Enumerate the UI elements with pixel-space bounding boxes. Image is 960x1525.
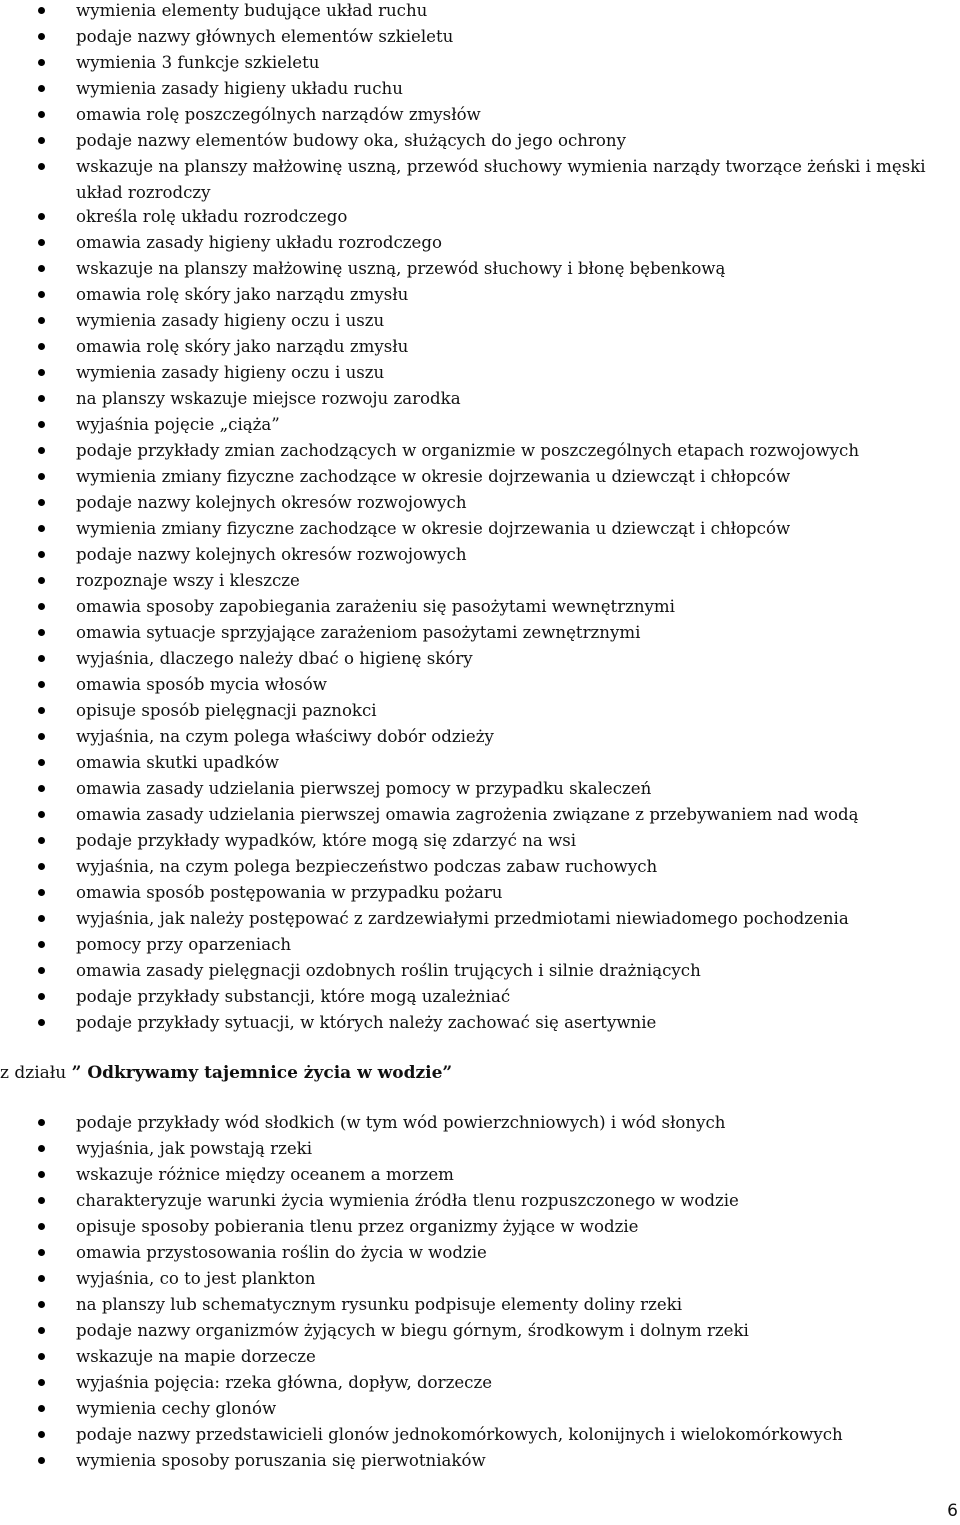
bullet-icon bbox=[38, 7, 45, 14]
list-item-text: charakteryzuje warunki życia wymienia źródła tlenu rozpuszczonego w wodzie bbox=[76, 1191, 739, 1210]
list-item-text: wyjaśnia pojęcie „ciąża” bbox=[76, 415, 280, 434]
list-item bbox=[0, 544, 960, 570]
list-item bbox=[0, 78, 960, 104]
bullet-icon bbox=[38, 551, 45, 558]
requirements-list-2 bbox=[0, 1112, 960, 1476]
list-item bbox=[0, 1012, 960, 1038]
list-item bbox=[0, 104, 960, 130]
bullet-icon bbox=[38, 1223, 45, 1230]
list-item bbox=[0, 596, 960, 622]
list-item-text: wskazuje różnice między oceanem a morzem bbox=[76, 1165, 454, 1184]
list-item bbox=[0, 960, 960, 986]
bullet-icon bbox=[38, 369, 45, 376]
bullet-icon bbox=[38, 447, 45, 454]
list-item bbox=[0, 336, 960, 362]
list-item bbox=[0, 1112, 960, 1138]
list-item bbox=[0, 856, 960, 882]
list-item-text: wskazuje na planszy małżowinę uszną, przewód słuchowy wymienia narządy tworzące żeński i męski układ rozrodczy bbox=[76, 157, 926, 202]
list-item bbox=[0, 310, 960, 336]
list-item bbox=[0, 1398, 960, 1424]
list-item bbox=[0, 492, 960, 518]
bullet-icon bbox=[38, 1301, 45, 1308]
list-item-text: wymienia sposoby poruszania się pierwotniaków bbox=[76, 1451, 486, 1470]
bullet-icon bbox=[38, 265, 45, 272]
list-item-text: podaje nazwy organizmów żyjących w biegu górnym, środkowym i dolnym rzeki bbox=[76, 1321, 749, 1340]
list-item bbox=[0, 1242, 960, 1268]
list-item-text: rozpoznaje wszy i kleszcze bbox=[76, 571, 300, 590]
list-item bbox=[0, 908, 960, 934]
list-item-text: omawia zasady udzielania pierwszej pomocy w przypadku skaleczeń bbox=[76, 779, 652, 798]
bullet-icon bbox=[38, 1145, 45, 1152]
list-item bbox=[0, 206, 960, 232]
bullet-icon bbox=[38, 837, 45, 844]
list-item bbox=[0, 882, 960, 908]
list-item-text: na planszy lub schematycznym rysunku podpisuje elementy doliny rzeki bbox=[76, 1295, 683, 1314]
list-item bbox=[0, 154, 960, 206]
list-item-text: wskazuje na planszy małżowinę uszną, przewód słuchowy i błonę bębenkową bbox=[76, 259, 726, 278]
bullet-icon bbox=[38, 317, 45, 324]
list-item-text: podaje nazwy kolejnych okresów rozwojowych bbox=[76, 493, 467, 512]
list-item bbox=[0, 648, 960, 674]
bullet-icon bbox=[38, 1275, 45, 1282]
list-item bbox=[0, 440, 960, 466]
list-item bbox=[0, 570, 960, 596]
list-item-text: podaje nazwy elementów budowy oka, służących do jego ochrony bbox=[76, 131, 626, 150]
list-item-text: wyjaśnia, jak należy postępować z zardzewiałymi przedmiotami niewiadomego pochodzenia bbox=[76, 909, 849, 928]
bullet-icon bbox=[38, 863, 45, 870]
bullet-icon bbox=[38, 707, 45, 714]
bullet-icon bbox=[38, 1431, 45, 1438]
list-item bbox=[0, 52, 960, 78]
bullet-icon bbox=[38, 343, 45, 350]
list-item-text: omawia zasady udzielania pierwszej omawia zagrożenia związane z przebywaniem nad wodą bbox=[76, 805, 859, 824]
list-item bbox=[0, 1346, 960, 1372]
bullet-icon bbox=[38, 681, 45, 688]
section-heading-title: ” Odkrywamy tajemnice życia w wodzie” bbox=[71, 1063, 453, 1083]
list-item-text: podaje przykłady wypadków, które mogą się zdarzyć na wsi bbox=[76, 831, 577, 850]
list-item bbox=[0, 130, 960, 156]
bullet-icon bbox=[38, 239, 45, 246]
list-item bbox=[0, 752, 960, 778]
bullet-icon bbox=[38, 85, 45, 92]
list-item-text: wymienia elementy budujące układ ruchu bbox=[76, 1, 428, 20]
list-item bbox=[0, 1424, 960, 1450]
list-item bbox=[0, 258, 960, 284]
list-item-text: określa rolę układu rozrodczego bbox=[76, 207, 348, 226]
list-item-text: na planszy wskazuje miejsce rozwoju zarodka bbox=[76, 389, 461, 408]
list-item-text: wymienia cechy glonów bbox=[76, 1399, 277, 1418]
list-item bbox=[0, 778, 960, 804]
bullet-icon bbox=[38, 473, 45, 480]
list-item bbox=[0, 674, 960, 700]
list-item-text: podaje nazwy głównych elementów szkieletu bbox=[76, 27, 454, 46]
list-item-text: omawia sposoby zapobiegania zarażeniu się pasożytami wewnętrznymi bbox=[76, 597, 675, 616]
list-item bbox=[0, 1138, 960, 1164]
list-item-text: omawia przystosowania roślin do życia w wodzie bbox=[76, 1243, 487, 1262]
list-item-text: wymienia 3 funkcje szkieletu bbox=[76, 53, 320, 72]
bullet-icon bbox=[38, 1249, 45, 1256]
list-item bbox=[0, 26, 960, 52]
list-item-text: omawia skutki upadków bbox=[76, 753, 279, 772]
bullet-icon bbox=[38, 577, 45, 584]
bullet-icon bbox=[38, 655, 45, 662]
bullet-icon bbox=[38, 1379, 45, 1386]
bullet-icon bbox=[38, 291, 45, 298]
list-item bbox=[0, 1216, 960, 1242]
list-item bbox=[0, 1164, 960, 1190]
list-item bbox=[0, 1450, 960, 1476]
bullet-icon bbox=[38, 163, 45, 170]
list-item bbox=[0, 622, 960, 648]
bullet-icon bbox=[38, 759, 45, 766]
bullet-icon bbox=[38, 499, 45, 506]
list-item-text: omawia rolę skóry jako narządu zmysłu bbox=[76, 337, 409, 356]
bullet-icon bbox=[38, 967, 45, 974]
list-item-text: omawia rolę poszczególnych narządów zmysłów bbox=[76, 105, 481, 124]
bullet-icon bbox=[38, 1353, 45, 1360]
list-item bbox=[0, 986, 960, 1012]
list-item bbox=[0, 1372, 960, 1398]
list-item-text: pomocy przy oparzeniach bbox=[76, 935, 292, 954]
list-item bbox=[0, 1294, 960, 1320]
bullet-icon bbox=[38, 811, 45, 818]
bullet-icon bbox=[38, 941, 45, 948]
list-item-text: podaje nazwy przedstawicieli glonów jednokomórkowych, kolonijnych i wielokomórkowych bbox=[76, 1425, 843, 1444]
bullet-icon bbox=[38, 629, 45, 636]
list-item bbox=[0, 830, 960, 856]
bullet-icon bbox=[38, 1171, 45, 1178]
bullet-icon bbox=[38, 1457, 45, 1464]
bullet-icon bbox=[38, 1019, 45, 1026]
bullet-icon bbox=[38, 1119, 45, 1126]
bullet-icon bbox=[38, 213, 45, 220]
bullet-icon bbox=[38, 915, 45, 922]
list-item-text: wymienia zasady higieny układu ruchu bbox=[76, 79, 403, 98]
list-item-text: opisuje sposób pielęgnacji paznokci bbox=[76, 701, 377, 720]
list-item bbox=[0, 466, 960, 492]
bullet-icon bbox=[38, 603, 45, 610]
bullet-icon bbox=[38, 111, 45, 118]
list-item-text: omawia sposób postępowania w przypadku pożaru bbox=[76, 883, 503, 902]
list-item bbox=[0, 700, 960, 726]
bullet-icon bbox=[38, 733, 45, 740]
bullet-icon bbox=[38, 137, 45, 144]
list-item-text: opisuje sposoby pobierania tlenu przez organizmy żyjące w wodzie bbox=[76, 1217, 639, 1236]
list-item bbox=[0, 934, 960, 960]
list-item bbox=[0, 726, 960, 752]
list-item bbox=[0, 0, 960, 26]
bullet-icon bbox=[38, 993, 45, 1000]
list-item-text: omawia sposób mycia włosów bbox=[76, 675, 327, 694]
list-item-text: omawia zasady pielęgnacji ozdobnych roślin trujących i silnie drażniących bbox=[76, 961, 701, 980]
list-item-text: wskazuje na mapie dorzecze bbox=[76, 1347, 316, 1366]
list-item-text: wyjaśnia, co to jest plankton bbox=[76, 1269, 316, 1288]
bullet-icon bbox=[38, 525, 45, 532]
list-item bbox=[0, 414, 960, 440]
list-item-text: podaje przykłady substancji, które mogą uzależniać bbox=[76, 987, 511, 1006]
bullet-icon bbox=[38, 1197, 45, 1204]
list-item-text: wyjaśnia, na czym polega bezpieczeństwo podczas zabaw ruchowych bbox=[76, 857, 658, 876]
page-number: 6 bbox=[947, 1501, 958, 1521]
list-item-text: podaje przykłady sytuacji, w których należy zachować się asertywnie bbox=[76, 1013, 657, 1032]
list-item-text: wymienia zasady higieny oczu i uszu bbox=[76, 363, 385, 382]
bullet-icon bbox=[38, 33, 45, 40]
list-item-text: wyjaśnia pojęcia: rzeka główna, dopływ, dorzecze bbox=[76, 1373, 493, 1392]
list-item-text: podaje przykłady wód słodkich (w tym wód powierzchniowych) i wód słonych bbox=[76, 1113, 726, 1132]
list-item bbox=[0, 1268, 960, 1294]
list-item-text: podaje nazwy kolejnych okresów rozwojowych bbox=[76, 545, 467, 564]
bullet-icon bbox=[38, 785, 45, 792]
list-item bbox=[0, 1320, 960, 1346]
list-item-text: wymienia zmiany fizyczne zachodzące w okresie dojrzewania u dziewcząt i chłopców bbox=[76, 467, 791, 486]
list-item bbox=[0, 284, 960, 310]
list-item-text: omawia rolę skóry jako narządu zmysłu bbox=[76, 285, 409, 304]
list-item-text: wymienia zasady higieny oczu i uszu bbox=[76, 311, 385, 330]
list-item-text: wyjaśnia, jak powstają rzeki bbox=[76, 1139, 312, 1158]
list-item-text: podaje przykłady zmian zachodzących w organizmie w poszczególnych etapach rozwojowych bbox=[76, 441, 860, 460]
list-item bbox=[0, 362, 960, 388]
bullet-icon bbox=[38, 421, 45, 428]
list-item-text: omawia sytuacje sprzyjające zarażeniom pasożytami zewnętrznymi bbox=[76, 623, 641, 642]
list-item bbox=[0, 1190, 960, 1216]
list-item-text: wyjaśnia, dlaczego należy dbać o higienę skóry bbox=[76, 649, 473, 668]
bullet-icon bbox=[38, 1405, 45, 1412]
list-item bbox=[0, 232, 960, 258]
list-item-text: omawia zasady higieny układu rozrodczego bbox=[76, 233, 442, 252]
list-item-text: wymienia zmiany fizyczne zachodzące w okresie dojrzewania u dziewcząt i chłopców bbox=[76, 519, 791, 538]
list-item bbox=[0, 518, 960, 544]
bullet-icon bbox=[38, 395, 45, 402]
section-heading-prefix: z działu bbox=[0, 1063, 72, 1083]
bullet-icon bbox=[38, 1327, 45, 1334]
bullet-icon bbox=[38, 889, 45, 896]
list-item bbox=[0, 388, 960, 414]
bullet-icon bbox=[38, 59, 45, 66]
list-item bbox=[0, 804, 960, 830]
section-heading bbox=[0, 1061, 452, 1085]
list-item-text: wyjaśnia, na czym polega właściwy dobór odzieży bbox=[76, 727, 494, 746]
